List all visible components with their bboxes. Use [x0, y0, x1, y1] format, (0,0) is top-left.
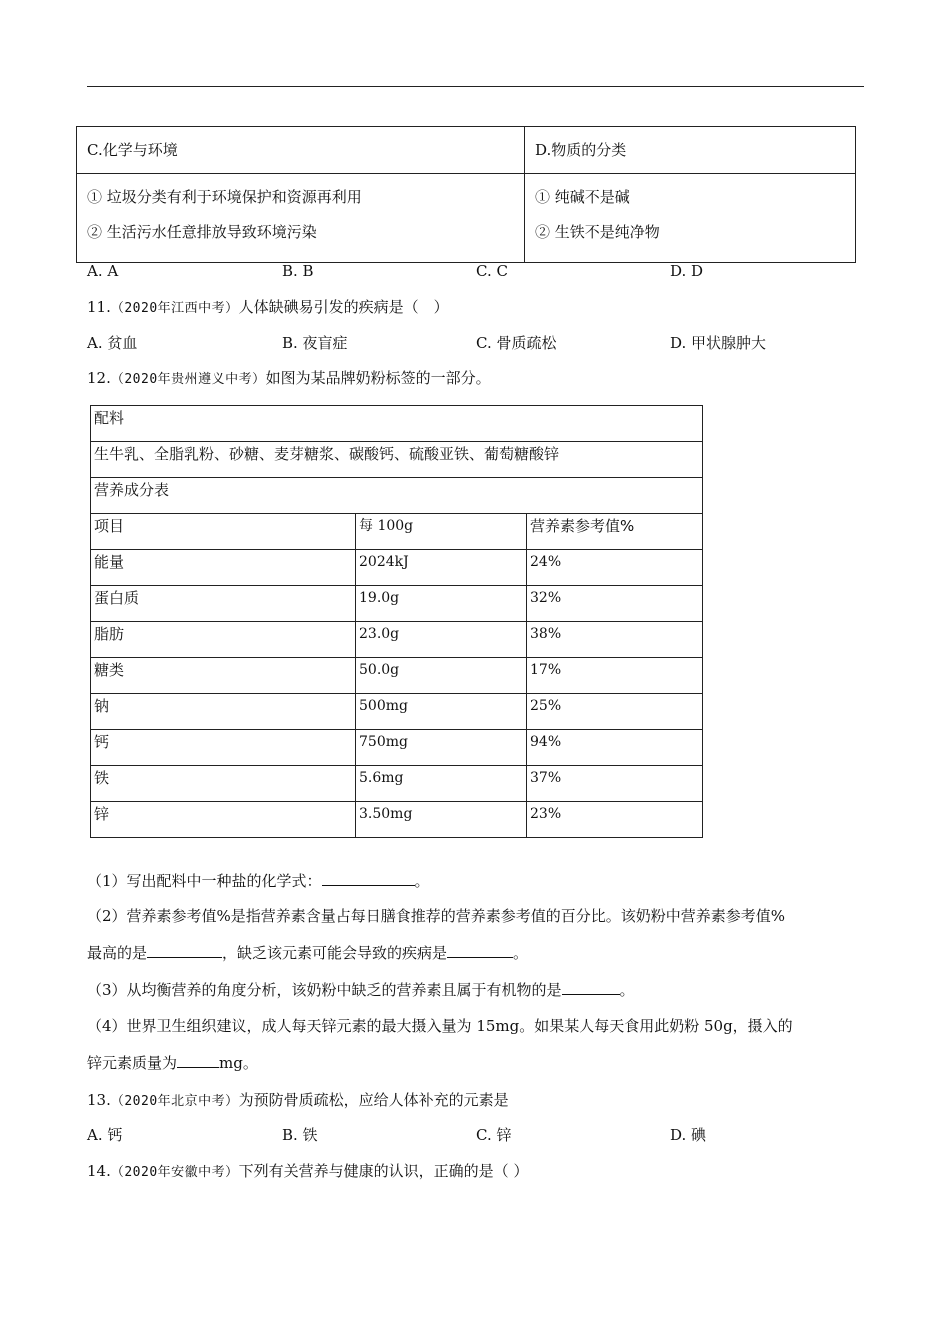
- row-amount: 500mg: [356, 694, 527, 730]
- answer-blank[interactable]: [562, 980, 620, 995]
- q13-option-d[interactable]: D. 碘: [670, 1126, 707, 1144]
- row-item: 铁: [91, 766, 356, 802]
- answer-blank[interactable]: [147, 943, 222, 958]
- row-item: 钠: [91, 694, 356, 730]
- header-nrv: 营养素参考值%: [527, 514, 703, 550]
- q12-number: 12.: [87, 369, 111, 387]
- row-amount: 19.0g: [356, 586, 527, 622]
- c-body: [77, 174, 525, 263]
- table-row: [91, 694, 703, 730]
- q11-option-b[interactable]: B. 夜盲症: [282, 334, 348, 352]
- q13-option-b[interactable]: B. 铁: [282, 1126, 318, 1144]
- q12-sub1-text: （1）写出配料中一种盐的化学式：: [87, 872, 322, 890]
- q12-sub1-end: 。: [414, 872, 430, 890]
- row-nrv: 94%: [527, 730, 703, 766]
- table-row: [91, 802, 703, 838]
- q10-option-d[interactable]: D. D: [670, 262, 704, 280]
- q13-number: 13.: [87, 1091, 111, 1109]
- q12-stem: [87, 367, 491, 391]
- row-nrv: 24%: [527, 550, 703, 586]
- q13-source: （2020年北京中考）: [110, 1094, 239, 1109]
- q10-option-a[interactable]: A. A: [87, 262, 119, 280]
- q11-source: （2020年江西中考）: [110, 301, 239, 316]
- row-nrv: 38%: [527, 622, 703, 658]
- label-header-row: [91, 514, 703, 550]
- c-line-1: ① 垃圾分类有利于环境保护和资源再利用: [87, 188, 362, 206]
- q11-option-c[interactable]: C. 骨质疏松: [476, 334, 557, 352]
- q14-source: （2020年安徽中考）: [110, 1165, 239, 1180]
- row-item: 糖类: [91, 658, 356, 694]
- row-item: 蛋白质: [91, 586, 356, 622]
- answer-blank[interactable]: [322, 871, 415, 886]
- header-per100g: 每 100g: [356, 514, 527, 550]
- row-item: 脂肪: [91, 622, 356, 658]
- q13-stem: [87, 1089, 509, 1113]
- row-nrv: 37%: [527, 766, 703, 802]
- table-row: [91, 766, 703, 802]
- q12-text: 如图为某品牌奶粉标签的一部分。: [265, 369, 491, 387]
- q10-option-c[interactable]: C. C: [476, 262, 508, 280]
- q11-option-a[interactable]: A. 贫血: [87, 334, 138, 352]
- row-nrv: 32%: [527, 586, 703, 622]
- header-item: 项目: [91, 514, 356, 550]
- q12-sub2-line1: （2）营养素参考值%是指营养素含量占每日膳食推荐的营养素参考值的百分比。该奶粉中营养素参考值%: [87, 907, 786, 925]
- q13-option-c[interactable]: C. 锌: [476, 1126, 512, 1144]
- row-nrv: 23%: [527, 802, 703, 838]
- table-row: [91, 550, 703, 586]
- d-line-1: ① 纯碱不是碱: [535, 188, 630, 206]
- row-amount: 23.0g: [356, 622, 527, 658]
- answer-blank[interactable]: [177, 1053, 219, 1068]
- d-line-2: ② 生铁不是纯净物: [535, 223, 660, 241]
- q10-option-b[interactable]: B. B: [282, 262, 314, 280]
- q12-source: （2020年贵州遵义中考）: [110, 372, 266, 387]
- answer-blank[interactable]: [447, 943, 513, 958]
- q14-text: 下列有关营养与健康的认识，正确的是（ ）: [238, 1162, 529, 1180]
- q12-sub3-end: 。: [619, 981, 635, 999]
- q12-sub2-end: 。: [513, 944, 529, 962]
- q13-text: 为预防骨质疏松，应给人体补充的元素是: [238, 1091, 509, 1109]
- row-amount: 750mg: [356, 730, 527, 766]
- q11-stem: [87, 296, 449, 320]
- row-item: 能量: [91, 550, 356, 586]
- c-line-2: ② 生活污水任意排放导致环境污染: [87, 223, 317, 241]
- table-row: [91, 622, 703, 658]
- q12-sub1: [87, 870, 430, 892]
- label-ingredients: 生牛乳、全脂乳粉、砂糖、麦芽糖浆、碳酸钙、硫酸亚铁、葡萄糖酸锌: [91, 442, 703, 478]
- q12-sub3-text: （3）从均衡营养的角度分析，该奶粉中缺乏的营养素且属于有机物的是: [87, 981, 562, 999]
- table-row: [91, 586, 703, 622]
- q12-sub4-line1: （4）世界卫生组织建议，成人每天锌元素的最大摄入量为 15mg。如果某人每天食用此奶粉 50g，摄入的: [87, 1017, 793, 1035]
- header-rule: [87, 86, 864, 87]
- options-table: [76, 126, 856, 263]
- q14-stem: [87, 1160, 528, 1184]
- q14-number: 14.: [87, 1162, 111, 1180]
- table-row: [91, 730, 703, 766]
- q13-option-a[interactable]: A. 钙: [87, 1126, 123, 1144]
- row-amount: 3.50mg: [356, 802, 527, 838]
- label-title: 配料: [91, 406, 703, 442]
- label-nutrition-title: 营养成分表: [91, 478, 703, 514]
- row-amount: 50.0g: [356, 658, 527, 694]
- q11-number: 11.: [87, 298, 111, 316]
- milk-powder-label: [90, 405, 703, 838]
- q12-sub4-text: 锌元素质量为: [87, 1054, 178, 1072]
- q12-sub4-line2: [87, 1052, 258, 1074]
- q12-sub2-line2: [87, 942, 528, 964]
- row-item: 锌: [91, 802, 356, 838]
- q11-option-d[interactable]: D. 甲状腺肿大: [670, 334, 767, 352]
- row-amount: 5.6mg: [356, 766, 527, 802]
- q12-sub3: [87, 979, 635, 1001]
- q11-text: 人体缺碘易引发的疾病是（ ）: [238, 298, 449, 316]
- row-nrv: 17%: [527, 658, 703, 694]
- row-item: 钙: [91, 730, 356, 766]
- row-nrv: 25%: [527, 694, 703, 730]
- q12-sub2-text: 最高的是: [87, 944, 148, 962]
- c-header: C.化学与环境: [77, 127, 525, 174]
- q12-sub2-text2: ，缺乏该元素可能会导致的疾病是: [222, 944, 448, 962]
- row-amount: 2024kJ: [356, 550, 527, 586]
- d-body: [525, 174, 856, 263]
- q12-sub4-end: mg。: [219, 1054, 258, 1072]
- table-row: [91, 658, 703, 694]
- d-header: D.物质的分类: [525, 127, 856, 174]
